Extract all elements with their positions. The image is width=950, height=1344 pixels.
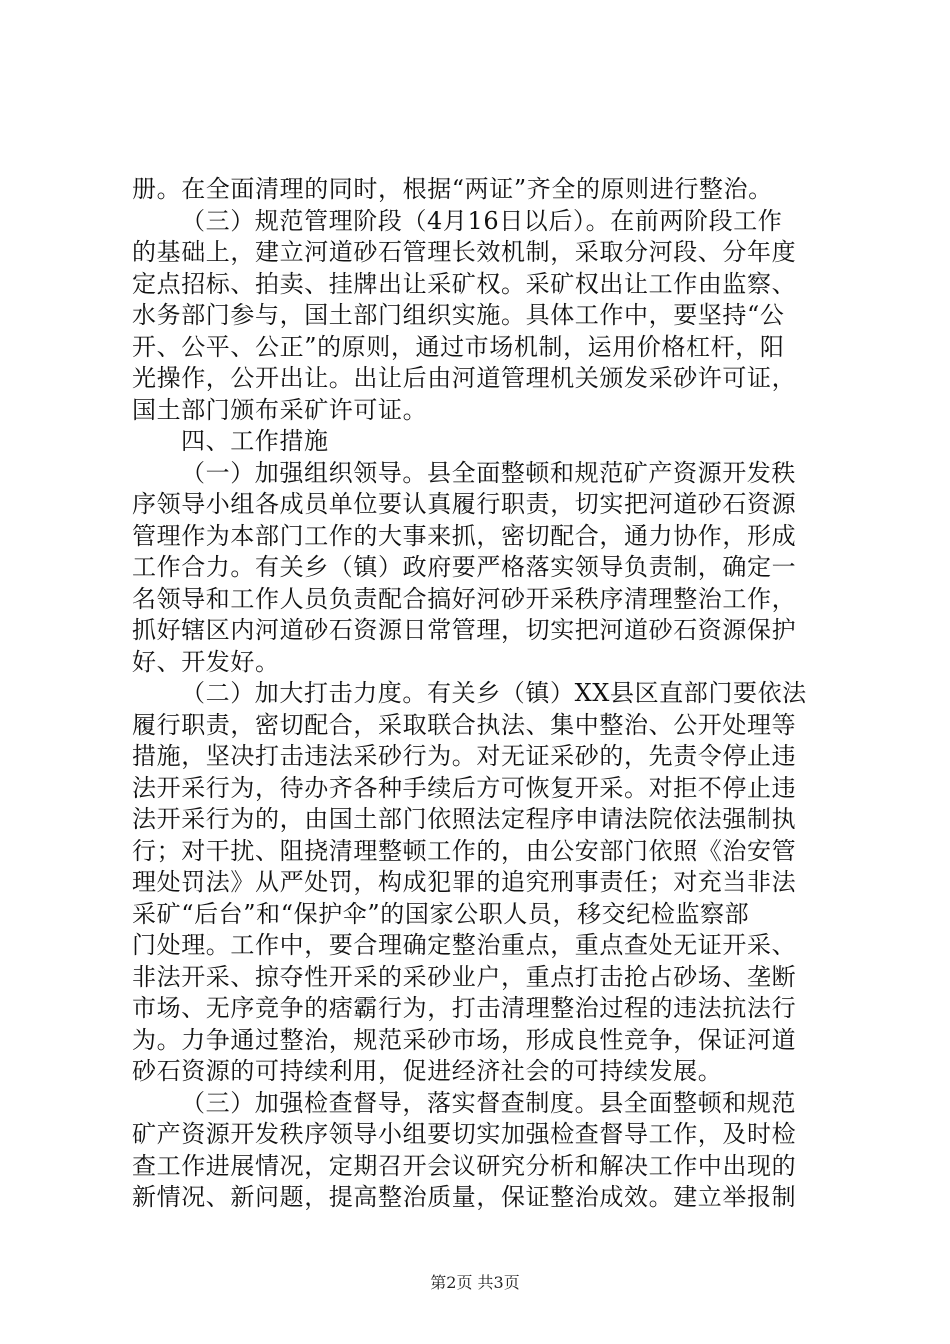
text-line: （三）加强检查督导，落实督查制度。县全面整顿和规范 [181,1088,796,1117]
text-line: 矿产资源开发秩序领导小组要切实加强检查督导工作，及时检 [132,1120,797,1148]
text-line: 工作合力。有关乡（镇）政府要严格落实领导负责制，确定一 [132,553,797,581]
text-line: （一）加强组织领导。县全面整顿和规范矿产资源开发秩 [181,458,796,487]
text-line: 四、工作措施 [181,427,329,455]
text-line: 水务部门参与，国土部门组织实施。具体工作中，要坚持“公 [132,301,785,329]
text-line: （二）加大打击力度。有关乡（镇）XX县区直部门要依法 [181,679,807,707]
text-line: 新情况、新问题，提高整治质量，保证整治成效。建立举报制 [132,1183,797,1211]
text-line: 定点招标、拍卖、挂牌出让采矿权。采矿权出让工作由监察、 [132,269,797,298]
text-line: （三）规范管理阶段（4月16日以后）。在前两阶段工作 [181,206,783,235]
text-line: 采矿“后台”和“保护伞”的国家公职人员，移交纪检监察部 [132,899,750,928]
text-line: 措施，坚决打击违法采砂行为。对无证采砂的，先责令停止违 [132,742,797,770]
text-line: 册。在全面清理的同时，根据“两证”齐全的原则进行整治。 [132,175,773,203]
text-line: 名领导和工作人员负责配合搞好河砂开采秩序清理整治工作， [132,584,797,613]
text-line: 砂石资源的可持续利用，促进经济社会的可持续发展。 [132,1057,723,1085]
text-line: 国土部门颁布采矿许可证。 [132,395,428,424]
text-line: 履行职责，密切配合，采取联合执法、集中整治、公开处理等 [132,710,797,739]
body-text [132,174,832,1214]
text-line: 查工作进展情况，定期召开会议研究分析和解决工作中出现的 [132,1151,797,1180]
text-line: 开、公平、公正”的原则，通过市场机制，运用价格杠杆，阳 [132,332,785,361]
text-line: 市场、无序竞争的痞霸行为，打击清理整治过程的违法抗法行 [132,994,797,1022]
text-line: 行；对干扰、阻挠清理整顿工作的，由公安部门依照《治安管 [132,836,797,865]
text-line: 门处理。工作中，要合理确定整治重点，重点查处无证开采、 [132,931,797,959]
text-line: 法开采行为的，由国土部门依照法定程序申请法院依法强制执 [132,805,797,833]
text-line: 光操作，公开出让。出让后由河道管理机关颁发采砂许可证， [132,364,797,392]
text-line: 好、开发好。 [132,647,280,676]
text-line: 管理作为本部门工作的大事来抓，密切配合，通力协作，形成 [132,521,797,550]
text-line: 为。力争通过整治，规范采砂市场，形成良性竞争，保证河道 [132,1025,797,1054]
text-line: 序领导小组各成员单位要认真履行职责，切实把河道砂石资源 [132,490,797,518]
text-line: 非法开采、掠夺性开采的采砂业户，重点打击抢占砂场、垄断 [132,962,797,991]
text-line: 理处罚法》从严处罚，构成犯罪的追究刑事责任；对充当非法 [132,868,797,896]
text-line: 法开采行为，待办齐各种手续后方可恢复开采。对拒不停止违 [132,773,797,802]
text-line: 抓好辖区内河道砂石资源日常管理，切实把河道砂石资源保护 [132,616,797,644]
page-footer: 第2页 共3页 [430,1273,520,1292]
text-line: 的基础上，建立河道砂石管理长效机制，采取分河段、分年度 [132,238,797,266]
